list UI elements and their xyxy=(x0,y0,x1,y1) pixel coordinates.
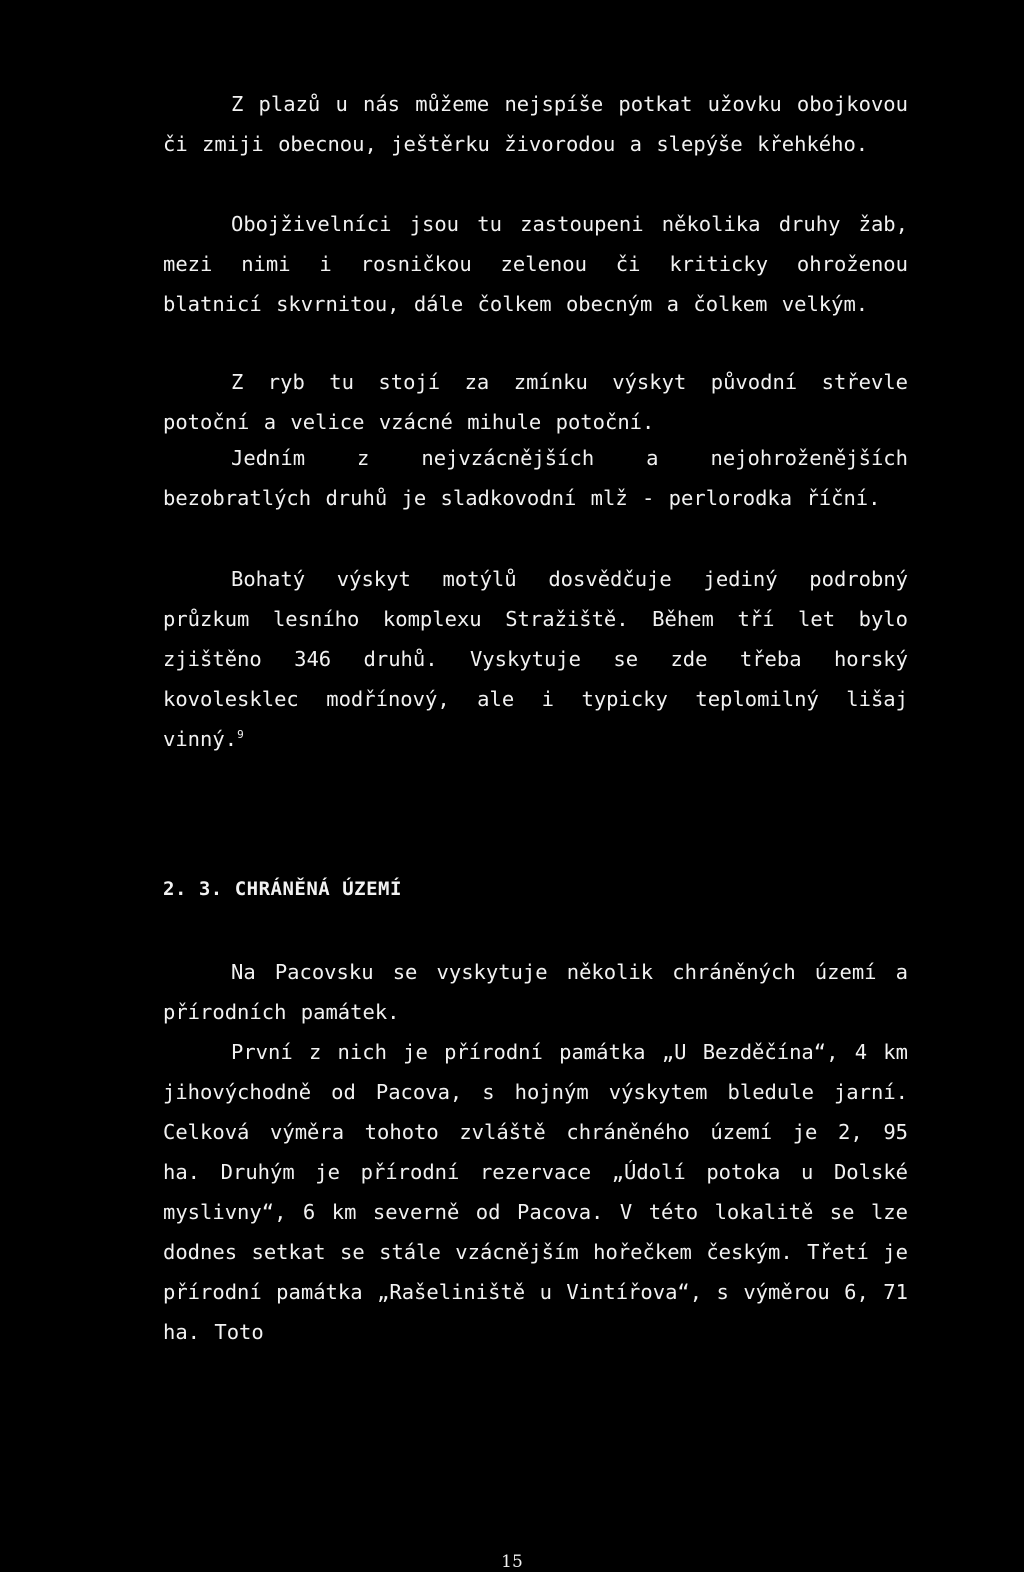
page-number: 15 xyxy=(501,1552,523,1572)
paragraph-invertebrates xyxy=(163,438,908,518)
paragraph-amphibians xyxy=(163,204,908,324)
paragraph-protected-areas-text: První z nich je přírodní památka „U Bezděčína“, 4 km jihovýchodně od Pacova, s hojným výskytem bledule jarní. Celková výměra tohoto zvláště chráněného území je 2, 95 ha. Druhým je přírodní rezervace „Údolí potoka u Dolské myslivny“, 6 km severně od Pacova. V této lokalitě se lze dodnes setkat se stále vzácnějším hořečkem českým. Třetí je přírodní památka „Rašeliniště u Vintířova“, s výměrou 6, 71 ha. Toto xyxy=(163,1040,908,1344)
section-heading xyxy=(163,878,402,900)
paragraph-reptiles xyxy=(163,84,908,164)
paragraph-protected-intro xyxy=(163,952,908,1032)
section-number: 2. 3. xyxy=(163,878,223,900)
section-title-word-2: ÚZEMÍ xyxy=(342,878,402,900)
paragraph-butterflies-text: Bohatý výskyt motýlů dosvědčuje jediný podrobný průzkum lesního komplexu Stražiště. Během tří let bylo zjištěno 346 druhů. Vyskytuje se zde třeba horský kovolesklec modřínový, ale i typicky teplomilný lišaj vinný. xyxy=(163,567,908,751)
paragraph-butterflies xyxy=(163,559,908,759)
paragraph-protected-intro-text: Na Pacovsku se vyskytuje několik chráněných území a přírodních památek. xyxy=(163,960,908,1024)
paragraph-reptiles-text: Z plazů u nás můžeme nejspíše potkat užovku obojkovou či zmiji obecnou, ještěrku živorodou a slepýše křehkého. xyxy=(163,92,908,156)
section-title-word-1: CHRÁNĚNÁ xyxy=(234,878,331,900)
footnote-reference: 9 xyxy=(237,728,244,742)
paragraph-fish-text: Z ryb tu stojí za zmínku výskyt původní střevle potoční a velice vzácné mihule potoční. xyxy=(163,370,908,434)
paragraph-fish xyxy=(163,362,908,442)
paragraph-invertebrates-text: Jedním z nejvzácnějších a nejohroženějších bezobratlých druhů je sladkovodní mlž - perlorodka říční. xyxy=(163,446,908,510)
paragraph-protected-areas xyxy=(163,1032,908,1352)
paragraph-amphibians-text: Obojživelníci jsou tu zastoupeni několika druhy žab, mezi nimi i rosničkou zelenou či kriticky ohroženou blatnicí skvrnitou, dále čolkem obecným a čolkem velkým. xyxy=(163,212,908,316)
